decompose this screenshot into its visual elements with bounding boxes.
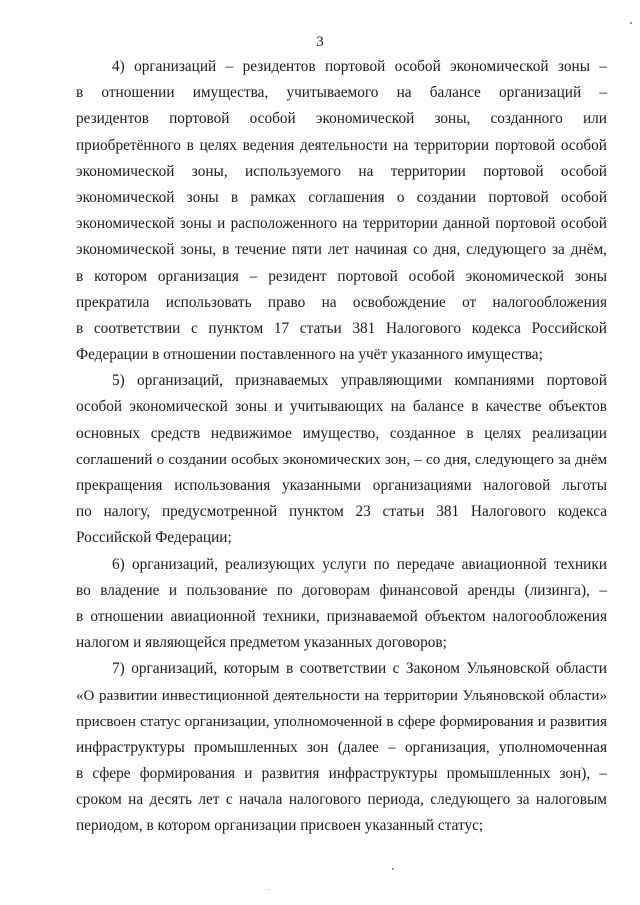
text-line: по налогу, предусмотренной пунктом 23 статьи 381 Налогового кодекса	[76, 503, 607, 521]
text-line: во владение и пользование по договорам финансовой аренды (лизинга), –	[76, 581, 607, 599]
text-line: 7) организаций, которым в соответствии с Законом Ульяновской области	[112, 660, 607, 678]
text-line: в отношении авиационной техники, признаваемой объектом налогообложения	[76, 607, 607, 625]
paragraph-item-5	[76, 368, 607, 551]
paragraph-item-6	[76, 552, 607, 657]
paragraph-item-7	[76, 656, 607, 839]
text-line: Федерации в отношении поставленного на учёт указанного имущества;	[76, 346, 543, 364]
scan-speck	[392, 868, 394, 870]
text-line: экономической зоны, в течение пяти лет начиная со дня, следующего за днём,	[76, 241, 607, 259]
text-line: экономической зоны и расположенного на территории данной портовой особой	[76, 215, 607, 233]
text-line: в котором организация – резидент портовой особой экономической зоны	[76, 267, 607, 285]
scan-speck	[268, 889, 269, 890]
text-line: прекращения использования указанными организациями налоговой льготы	[76, 477, 607, 494]
text-line: резидентов портовой особой экономической зоны, созданного или	[76, 110, 607, 128]
text-line: «О развитии инвестиционной деятельности на территории Ульяновской области»	[76, 687, 607, 704]
text-line: экономической зоны в рамках соглашения о создании портовой особой	[76, 188, 607, 206]
text-line: 5) организаций, признаваемых управляющими компаниями портовой	[112, 372, 607, 390]
text-line: основных средств недвижимое имущество, созданное в целях реализации	[76, 424, 607, 442]
text-line: 6) организаций, реализующих услуги по передаче авиационной техники	[112, 555, 607, 573]
text-line: 4) организаций – резидентов портовой особой экономической зоны –	[112, 58, 607, 75]
text-line: в соответствии с пунктом 17 статьи 381 Налогового кодекса Российской	[76, 319, 607, 337]
text-line: сроком на десять лет с начала налогового периода, следующего за налоговым	[76, 791, 607, 809]
text-line: налогом и являющейся предметом указанных договоров;	[76, 634, 447, 652]
scan-speck	[630, 22, 632, 24]
text-line: особой экономической зоны и учитывающих на балансе в качестве объектов	[76, 398, 607, 416]
page-number: 3	[316, 34, 324, 50]
text-line: экономической зоны, используемого на территории портовой особой	[76, 162, 607, 180]
text-line: прекратила использовать право на освобождение от налогообложения	[76, 293, 607, 311]
text-line: присвоен статус организации, уполномоченной в сфере формирования и развития	[76, 713, 607, 730]
text-line: в сфере формирования и развития инфраструктуры промышленных зон), –	[76, 765, 607, 783]
paragraph-item-4	[76, 54, 607, 368]
text-line: соглашений о создании особых экономических зон, – со дня, следующего за днём	[76, 451, 607, 468]
text-line: в отношении имущества, учитываемого на балансе организаций –	[76, 84, 607, 102]
text-line: инфраструктуры промышленных зон (далее – организация, уполномоченная	[76, 738, 607, 756]
text-line: Российской Федерации;	[76, 529, 232, 547]
document-body	[76, 54, 607, 840]
text-line: приобретённого в целях ведения деятельности на территории портовой особой	[76, 136, 607, 154]
text-line: периодом, в котором организации присвоен указанный статус;	[76, 817, 484, 835]
